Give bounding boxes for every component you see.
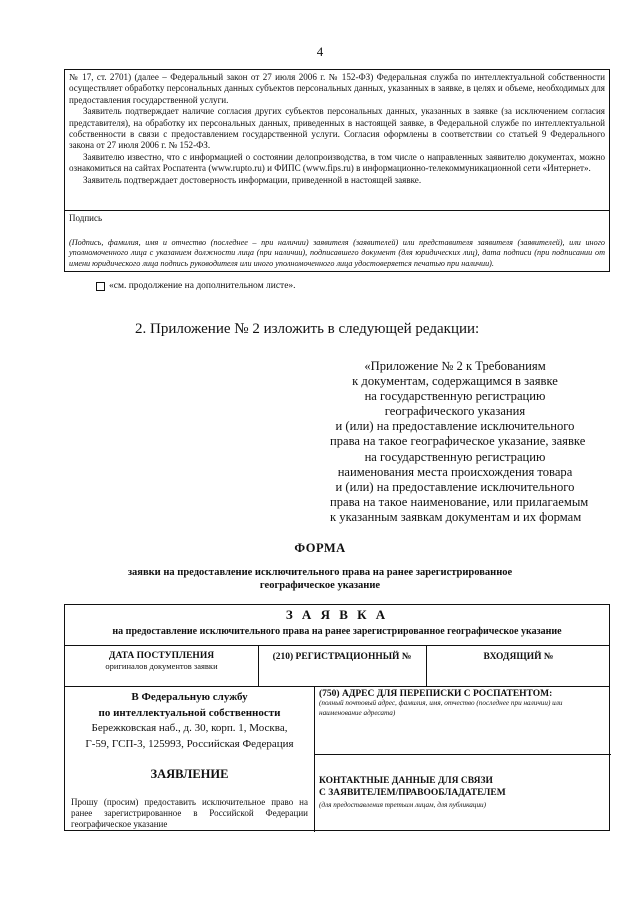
signature-label: Подпись [69,213,103,223]
appendix-line: и (или) на предоставление исключительного [335,479,575,494]
appendix-line: права на такое географическое указание, заявке [330,434,586,449]
addressee-cell [65,686,314,832]
statement-text: Прошу (просим) предоставить исключительное право на ранее зарегистрированное в Российской Федерации географическое указание [71,797,308,830]
appendix-line: «Приложение № 2 к Требованиям [364,359,546,373]
application-title: З А Я В К А [285,607,389,622]
appendix-line: к документам, содержащимся в заявке [352,374,558,389]
contact-data-label: С ЗАЯВИТЕЛЕМ/ПРАВООБЛАДАТЕЛЕМ [319,788,506,798]
page-number: 4 [316,44,324,59]
contact-data-label: КОНТАКТНЫЕ ДАННЫЕ ДЛЯ СВЯЗИ [319,776,493,786]
consent-paragraph: Заявитель подтверждает наличие согласия других субъектов персональных данных, указанных в заявке (за исключением согласия представителя), на обработку их персональных данных, приведенных в настоящей заявке, в Федеральной службе по интеллектуальной собственности в связи с предоставлением государственной услуги. Согласия оформлены в соответствии со статьей 9 Федерального закона от 27 июля 2006 г. № 152-ФЗ. [69,106,605,151]
contact-data-cell[interactable] [314,754,611,832]
signature-note: (Подпись, фамилия, имя и отчество (последнее – при наличии) заявителя (заявителей) или представителя заявителя (заявителей), или иного уполномоченного лица с указанием должности лица (при наличии), подписавшего документ (для юридических лиц), дата подписи (при подписании от имени юридического лица подпись руководителя или иного уполномоченного лица удостоверяется печатью при наличии). [69,238,605,268]
consent-paragraph: Заявитель подтверждает достоверность информации, приведенной в настоящей заявке. [83,174,422,185]
office-name: по интеллектуальной собственности [98,706,281,719]
consent-box [64,69,610,272]
receipt-date-cell[interactable] [65,645,258,686]
appendix-line: на государственную регистрацию [364,449,546,464]
correspondence-address-label: (750) АДРЕС ДЛЯ ПЕРЕПИСКИ С РОСПАТЕНТОМ: [319,689,553,699]
appendix-line: права на такое наименование, или прилагаемым [330,494,589,509]
continuation-checkbox[interactable] [96,282,105,291]
receipt-date-sublabel: оригиналов документов заявки [105,661,218,671]
continuation-option [96,281,296,291]
contact-data-note: (для предоставления третьим лицам, для публикации) [319,801,487,809]
appendix-reference [330,359,589,525]
continuation-label: «см. продолжение на дополнительном листе». [109,281,296,291]
appendix-line: и (или) на предоставление исключительного [335,419,575,434]
application-form [64,604,610,831]
section-heading: 2. Приложение № 2 изложить в следующей редакции: [135,321,480,337]
application-subtitle: на предоставление исключительного права на ранее зарегистрированное географическое указание [112,626,562,637]
form-header [65,605,609,645]
signature-block [65,210,609,273]
incoming-number-label: ВХОДЯЩИЙ № [483,652,554,662]
form-subtitle: заявки на предоставление исключительного права на ранее зарегистрированное географическое указание [127,567,513,591]
incoming-number-cell[interactable] [426,645,611,686]
correspondence-address-note: (полный почтовый адрес, фамилия, имя, отчество (последнее при наличии) или наименование адресата) [319,699,563,717]
correspondence-address-cell[interactable] [314,686,611,754]
form-heading: ФОРМА [294,541,346,555]
consent-text [65,70,609,210]
appendix-line: географического указания [384,404,526,419]
appendix-line: к указанным заявкам документам и их формам [330,509,582,524]
receipt-date-label: ДАТА ПОСТУПЛЕНИЯ [108,651,215,661]
office-name: В Федеральную службу [131,691,248,703]
appendix-line: наименования места происхождения товара [337,464,573,479]
registration-number-label: (210) РЕГИСТРАЦИОННЫЙ № [272,652,412,662]
office-postal: Г-59, ГСП-3, 125993, Российская Федерация [85,737,294,750]
consent-paragraph: Заявителю известно, что с информацией о состоянии делопроизводства, в том числе о направленных заявителю документах, можно ознакомиться на сайтах Роспатента (www.rupto.ru) и ФИПС (www.fips.ru) в информационно-телекоммуникационной сети «Интернет». [69,151,605,174]
statement-title: ЗАЯВЛЕНИЕ [150,767,229,781]
office-street: Бережковская наб., д. 30, корп. 1, Москва, [91,722,288,734]
office-address [71,690,308,752]
registration-number-cell[interactable] [258,645,426,686]
appendix-line: на государственную регистрацию [364,389,546,404]
consent-paragraph: № 17, ст. 2701) (далее – Федеральный закон от 27 июля 2006 г. № 152-ФЗ) Федеральная служба по интеллектуальной собственности осуществляет обработку персональных данных субъектов персональных данных, указанных в заявке, в целях и объеме, необходимых для предоставления государственной услуги. [69,72,605,105]
